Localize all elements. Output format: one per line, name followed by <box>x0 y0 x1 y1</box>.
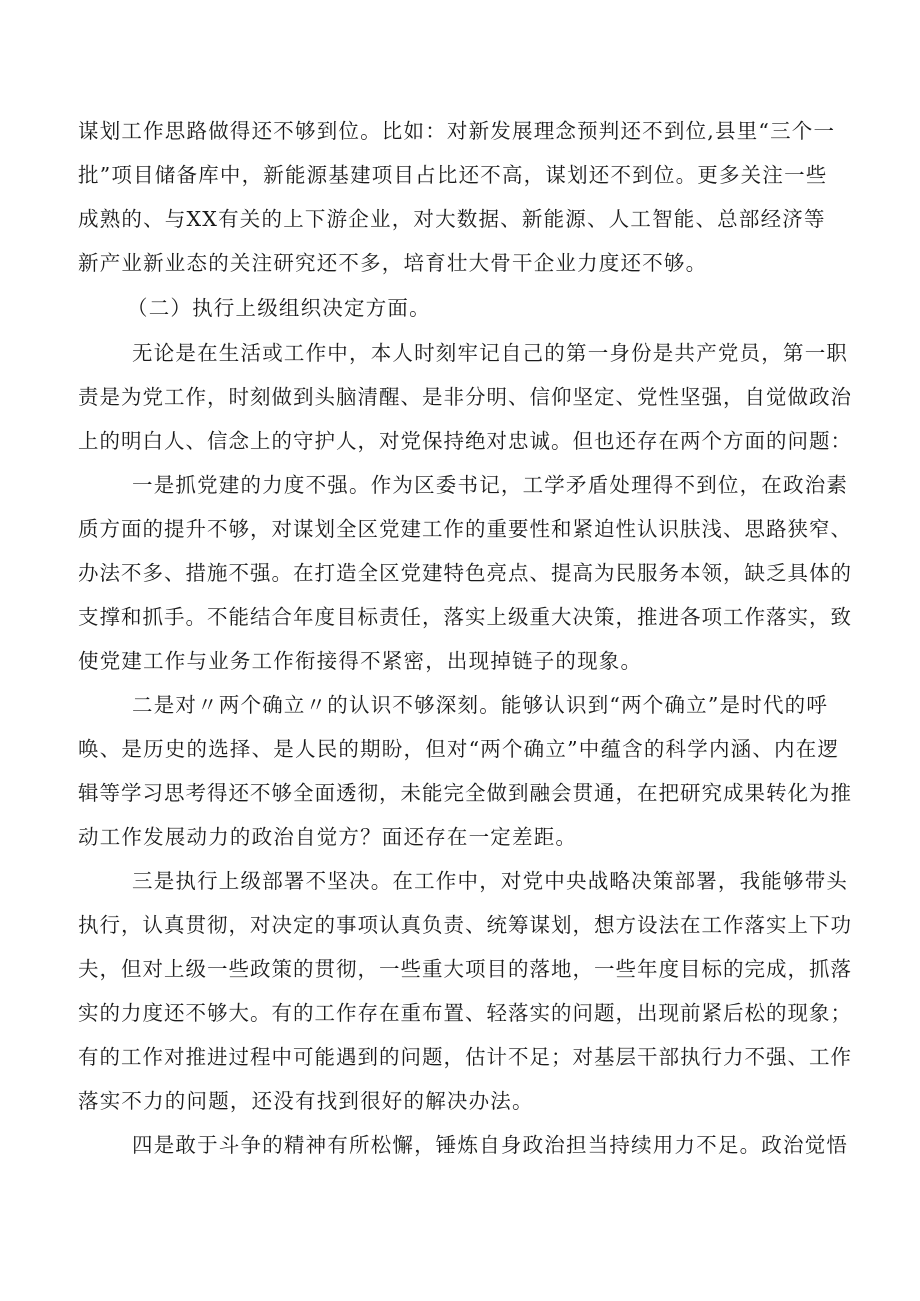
paragraph-line: 执行，认真贯彻，对决定的事项认真负责、统筹谋划，想方设法在工作落实上下功 <box>78 913 852 937</box>
paragraph-line: 使党建工作与业务工作衔接得不紧密，出现掉链子的现象。 <box>78 649 643 673</box>
paragraph-line: 批”项目储备库中，新能源基建项目占比还不高，谋划还不到位。更多关注一些 <box>78 163 828 187</box>
paragraph-line: 责是为党工作，时刻做到头脑清醒、是非分明、信仰坚定、党性坚强，自觉做政治 <box>78 385 852 409</box>
paragraph-line: 夫，但对上级一些政策的贯彻，一些重大项目的落地，一些年度目标的完成，抓落 <box>78 957 852 981</box>
paragraph-line: 办法不多、措施不强。在打造全区党建特色亮点、提高为民服务本领，缺乏具体的 <box>78 561 852 585</box>
paragraph-line: 二是对〃两个确立〃的认识不够深刻。能够认识到“两个确立”是时代的呼 <box>132 693 829 717</box>
paragraph-line: 动工作发展动力的政治自觉方？面还存在一定差距。 <box>78 825 578 849</box>
paragraph-line: 有的工作对推进过程中可能遇到的问题，估计不足；对基层干部执行力不强、工作 <box>78 1045 852 1069</box>
paragraph-line: 新产业新业态的关注研究还不多，培育壮大骨干企业力度还不够。 <box>78 251 708 275</box>
paragraph-line: 支撑和抓手。不能结合年度目标责任，落实上级重大决策，推进各项工作落实，致 <box>78 605 852 629</box>
paragraph-line: 质方面的提升不够，对谋划全区党建工作的重要性和紧迫性认识肤浅、思路狭窄、 <box>78 517 852 541</box>
paragraph-line: 四是敢于斗争的精神有所松懈，锤炼自身政治担当持续用力不足。政治觉悟 <box>132 1133 849 1157</box>
paragraph-line: 谋划工作思路做得还不够到位。比如：对新发展理念预判还不到位,县里“三个一 <box>78 119 836 143</box>
paragraph-line: 上的明白人、信念上的守护人，对党保持绝对忠诚。但也还存在两个方面的问题： <box>78 429 852 453</box>
paragraph-line: 辑等学习思考得还不够全面透彻，未能完全做到融会贯通，在把研究成果转化为推 <box>78 781 852 805</box>
paragraph-line: 无论是在生活或工作中，本人时刻牢记自己的第一身份是共产党员，第一职 <box>132 341 849 365</box>
paragraph-line: 三是执行上级部署不坚决。在工作中，对党中央战略决策部署，我能够带头 <box>132 869 849 893</box>
paragraph-line: 唤、是历史的选择、是人民的期盼，但对“两个确立”中蕴含的科学内涵、内在逻 <box>78 737 840 761</box>
paragraph-line: 成熟的、与XX有关的上下游企业，对大数据、新能源、人工智能、总部经济等 <box>78 207 826 231</box>
paragraph-line: 实的力度还不够大。有的工作存在重布置、轻落实的问题，出现前紧后松的现象； <box>78 1001 852 1025</box>
section-heading: （二）执行上级组织决定方面。 <box>127 296 431 320</box>
paragraph-line: 一是抓党建的力度不强。作为区委书记，工学矛盾处理得不到位，在政治素 <box>132 473 849 497</box>
paragraph-line: 落实不力的问题，还没有找到很好的解决办法。 <box>78 1089 534 1113</box>
